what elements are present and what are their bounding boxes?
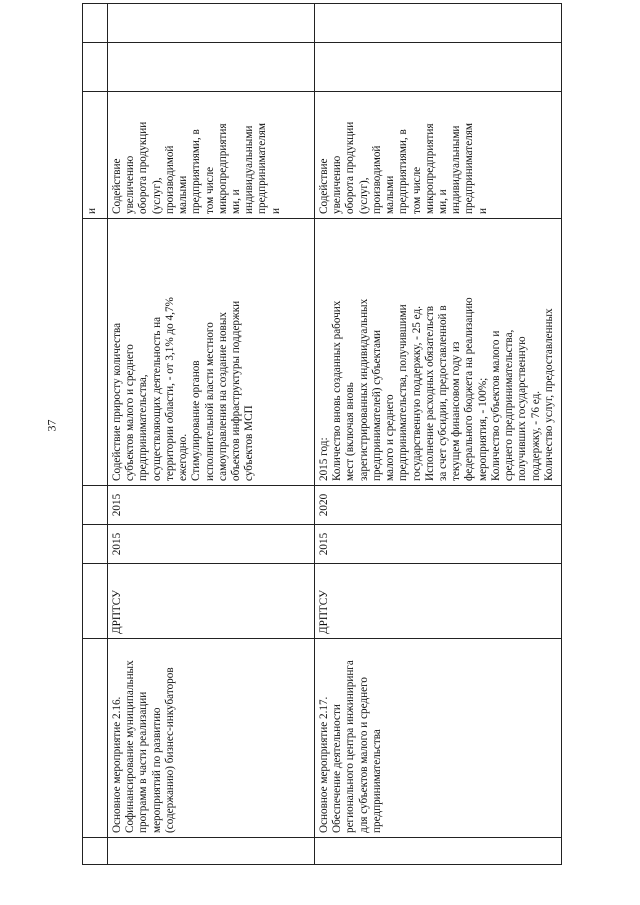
text-line: индивидуальными xyxy=(243,125,256,214)
text-line: субъектов МСП xyxy=(243,405,256,481)
text-line: Количество вновь созданных рабочих xyxy=(331,300,344,481)
text-line: самоуправления на создание новых xyxy=(216,312,229,481)
text-line: Количество субъектов малого и xyxy=(489,330,502,481)
text-line: предпринимателям xyxy=(256,123,269,214)
text-line: ми, и xyxy=(229,189,242,214)
cell-number xyxy=(315,838,562,865)
cell-goal xyxy=(83,92,108,219)
text-line: Софинансирование муниципальных xyxy=(124,660,137,833)
text-line: предпринимательства xyxy=(370,729,383,833)
cell-extra-1 xyxy=(108,43,315,92)
cell-indicators xyxy=(83,219,108,486)
cell-executor xyxy=(83,564,108,639)
cell-number xyxy=(108,838,315,865)
cell-indicators xyxy=(108,219,315,486)
text-line: Исполнение расходных обязательств xyxy=(423,305,436,481)
text-line: предпринимателей) субъектами xyxy=(370,330,383,481)
text-line: оборота продукции xyxy=(137,121,150,214)
cell-year-start: 2015 xyxy=(315,525,562,564)
text-line: предприятиями, в xyxy=(190,129,203,214)
text-line: территории области, - от 3,1% до 4,7% xyxy=(163,297,176,481)
text-line: исполнительной власти местного xyxy=(203,322,216,481)
text-line: мероприятий по развитию xyxy=(150,707,163,833)
page-number: 37 xyxy=(44,419,59,432)
cell-measure-name xyxy=(108,639,315,838)
cell-extra-1 xyxy=(83,43,108,92)
text-line: текущем финансовом году из xyxy=(450,341,463,481)
text-line: Содействие приросту количества xyxy=(111,322,123,481)
text-line: ежегодно. xyxy=(177,433,190,481)
text-line: за счет субсидии, предоставленной в xyxy=(436,305,449,481)
text-line: оборота продукции xyxy=(344,121,357,214)
text-line: ми, и xyxy=(436,189,449,214)
text-line: том числе xyxy=(410,166,423,214)
text-line: 2015 год: xyxy=(318,437,330,481)
text-line: Основное мероприятие 2.16. xyxy=(111,696,123,833)
cell-extra-1 xyxy=(315,43,562,92)
text-line: осуществляющих деятельность на xyxy=(150,316,163,481)
goal-tail-text: и xyxy=(86,208,98,214)
text-line: предпринимателям xyxy=(463,123,476,214)
text-line: Обеспечение деятельности xyxy=(331,704,344,833)
text-line: программ в части реализации xyxy=(137,691,150,833)
text-line: предпринимательства, xyxy=(137,374,150,481)
cell-year-end xyxy=(83,486,108,525)
table-row xyxy=(83,4,108,865)
text-line: среднего предпринимательства, xyxy=(503,329,516,481)
text-line: микропредприятия xyxy=(216,123,229,214)
text-line: регионального центра инжиниринга xyxy=(344,660,357,833)
text-line: индивидуальными xyxy=(450,125,463,214)
text-line: микропредприятия xyxy=(423,123,436,214)
cell-year-end: 2020 xyxy=(315,486,562,525)
text-line: и xyxy=(269,208,282,214)
text-line: производимой xyxy=(163,145,176,214)
text-line: малыми xyxy=(384,175,397,214)
text-line: Основное мероприятие 2.17. xyxy=(318,696,330,833)
cell-extra-2 xyxy=(108,4,315,43)
cell-executor: ДРПТСУ xyxy=(108,564,315,639)
table-row xyxy=(315,4,562,865)
cell-goal xyxy=(315,92,562,219)
rotated-table-wrapper xyxy=(82,75,562,865)
text-line: (содержанию) бизнес-инкубаторов xyxy=(163,667,176,833)
measures-table xyxy=(82,3,562,865)
text-line: малого и среднего xyxy=(384,394,397,481)
cell-measure-name xyxy=(83,639,108,838)
text-line: и xyxy=(476,208,489,214)
text-line: увеличению xyxy=(124,155,137,214)
text-line: для субъектов малого и среднего xyxy=(357,676,370,833)
cell-year-start xyxy=(83,525,108,564)
text-line: поддержку, - 76 ед. xyxy=(529,390,542,481)
text-line: (услуг), xyxy=(150,177,163,214)
cell-executor: ДРПТСУ xyxy=(315,564,562,639)
text-line: предпринимательства, получившими xyxy=(397,304,410,481)
cell-year-end: 2015 xyxy=(108,486,315,525)
text-line: мест (включая вновь xyxy=(344,382,357,481)
text-line: мероприятия, - 100%; xyxy=(476,377,489,481)
text-line: Содействие xyxy=(318,158,330,214)
text-line: Количество услуг, предоставленных xyxy=(542,308,555,481)
text-line: производимой xyxy=(370,145,383,214)
text-line: федерального бюджета на реализацию xyxy=(463,297,476,481)
text-line: (услуг), xyxy=(357,177,370,214)
text-line: увеличению xyxy=(331,155,344,214)
table-row xyxy=(108,4,315,865)
cell-indicators xyxy=(315,219,562,486)
text-line: зарегистрированных индивидуальных xyxy=(357,298,370,481)
text-line: малыми xyxy=(177,175,190,214)
text-line: получивших государственную xyxy=(516,336,529,481)
cell-measure-name xyxy=(315,639,562,838)
cell-extra-2 xyxy=(83,4,108,43)
cell-number xyxy=(83,838,108,865)
text-line: Содействие xyxy=(111,158,123,214)
text-line: государственную поддержку, - 25 ед. xyxy=(410,306,423,481)
cell-year-start: 2015 xyxy=(108,525,315,564)
text-line: том числе xyxy=(203,166,216,214)
text-line: субъектов малого и среднего xyxy=(124,344,137,481)
text-line: Стимулирование органов xyxy=(190,360,203,481)
cell-extra-2 xyxy=(315,4,562,43)
text-line: объектов инфраструктуры поддержки xyxy=(229,300,242,481)
text-line: предприятиями, в xyxy=(397,129,410,214)
cell-goal xyxy=(108,92,315,219)
